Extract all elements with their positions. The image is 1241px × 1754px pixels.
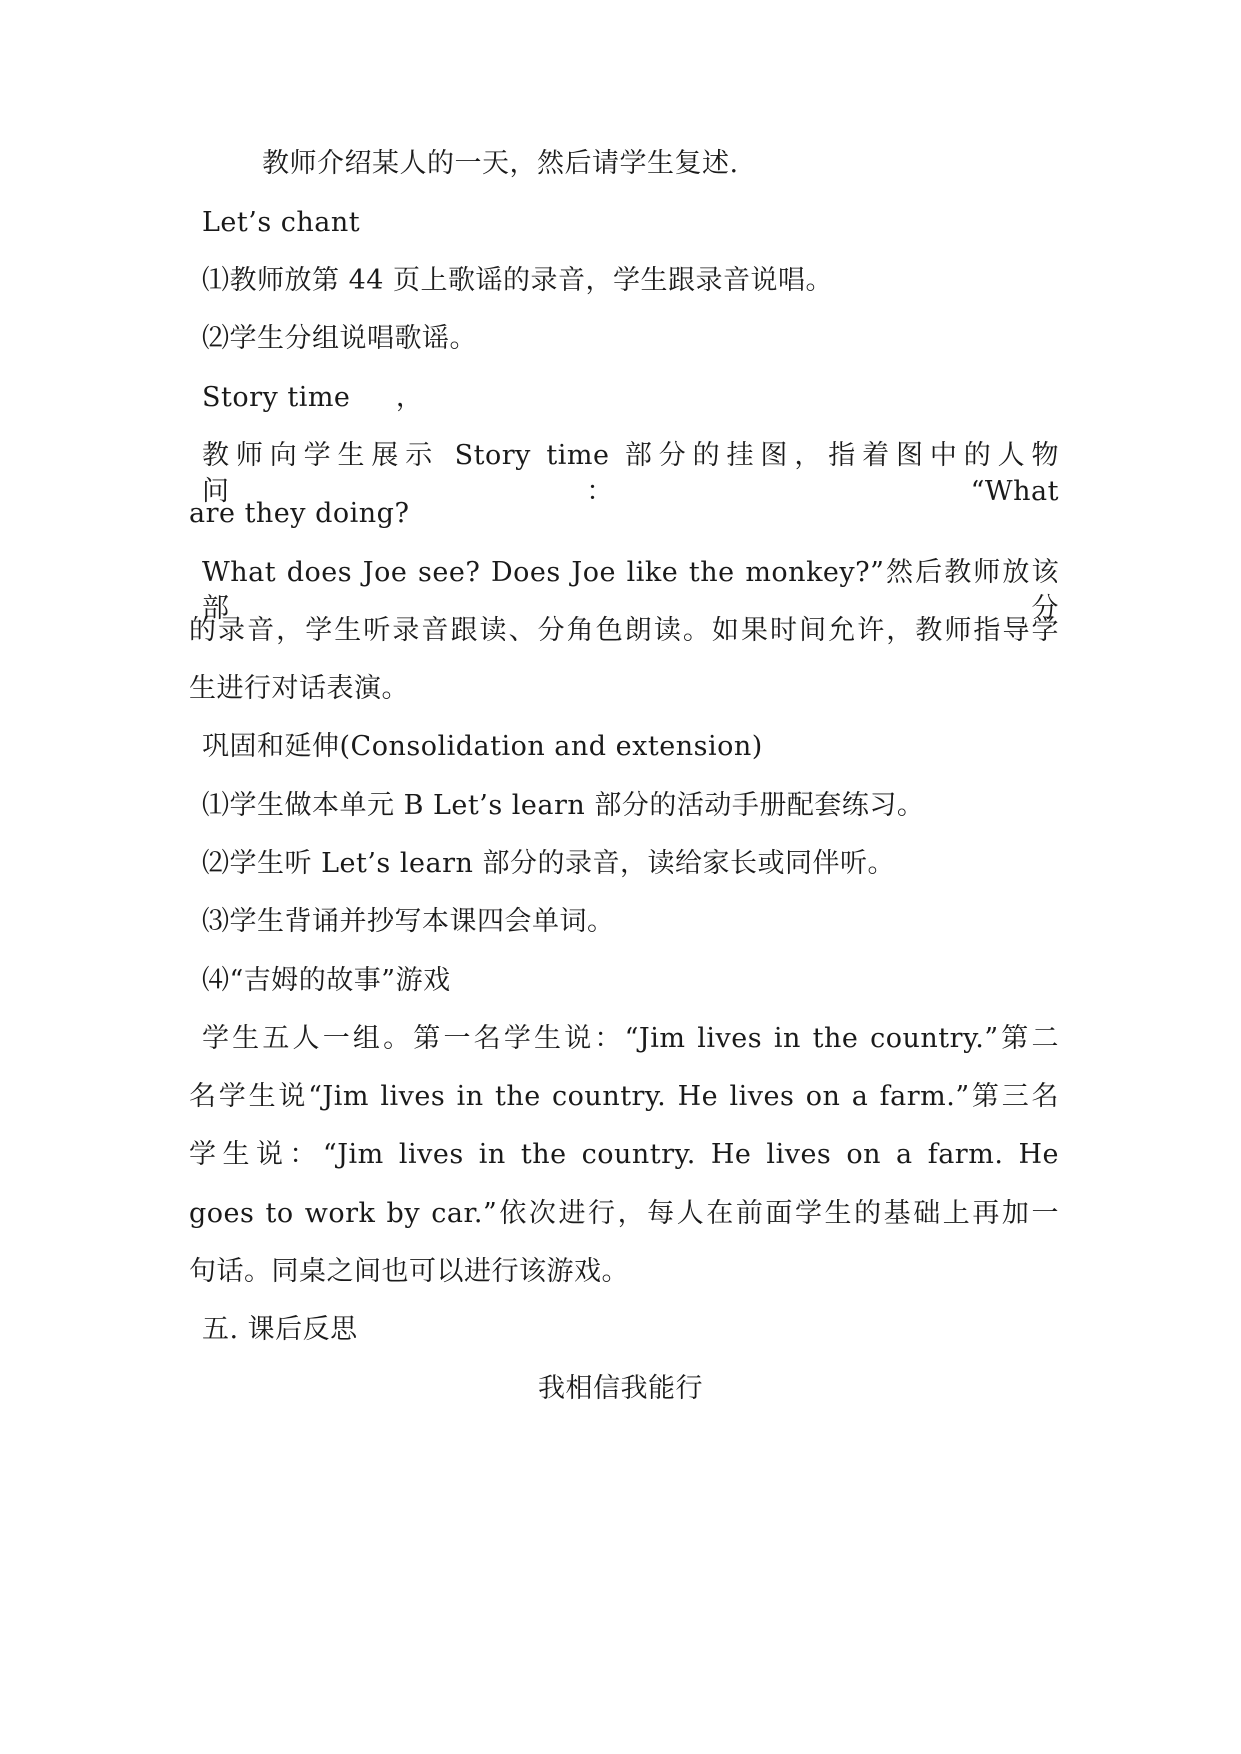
paragraph-line-story-4: 的录音，学生听录音跟读、分角色朗读。如果时间允许，教师指导学 [189, 615, 1059, 646]
paragraph-line-story-3: What does Joe see? Does Joe like the monkey?”然后教师放该部分 [202, 557, 1059, 624]
section-heading-story-time: Story time ， [202, 382, 424, 413]
section-heading-lets-chant: Let’s chant [202, 207, 361, 238]
list-item-chant-2: ⑵学生分组说唱歌谣。 [202, 323, 477, 354]
paragraph-line-story-2: are they doing? [189, 498, 410, 529]
paragraph-line-game-1: 学生五人一组。第一名学生说：“Jim lives in the country.”第二 [202, 1023, 1059, 1054]
paragraph-line-game-3: 学生说：“Jim lives in the country. He lives on a farm. He [189, 1139, 1059, 1170]
paragraph-line-1: 教师介绍某人的一天，然后请学生复述. [262, 148, 739, 179]
paragraph-line-game-2: 名学生说“Jim lives in the country. He lives on a farm.”第三名 [189, 1081, 1059, 1112]
list-item-consolidation-1: ⑴学生做本单元 B Let’s learn 部分的活动手册配套练习。 [202, 790, 925, 821]
list-item-chant-1: ⑴教师放第 44 页上歌谣的录音，学生跟录音说唱。 [202, 265, 834, 296]
paragraph-line-game-4: goes to work by car.”依次进行，每人在前面学生的基础上再加一 [189, 1198, 1059, 1229]
paragraph-line-game-5: 句话。同桌之间也可以进行该游戏。 [189, 1256, 629, 1287]
list-item-consolidation-3: ⑶学生背诵并抄写本课四会单词。 [202, 906, 615, 937]
paragraph-line-story-1: 教师向学生展示 Story time 部分的挂图，指着图中的人物问：“What [202, 440, 1059, 507]
paragraph-line-story-5: 生进行对话表演。 [189, 673, 409, 704]
list-item-consolidation-4: ⑷“吉姆的故事”游戏 [202, 965, 451, 996]
list-item-consolidation-2: ⑵学生听 Let’s learn 部分的录音，读给家长或同伴听。 [202, 848, 895, 879]
section-heading-consolidation: 巩固和延伸(Consolidation and extension) [202, 731, 763, 762]
section-heading-reflection: 五. 课后反思 [202, 1314, 358, 1345]
closing-motto: 我相信我能行 [538, 1373, 703, 1404]
